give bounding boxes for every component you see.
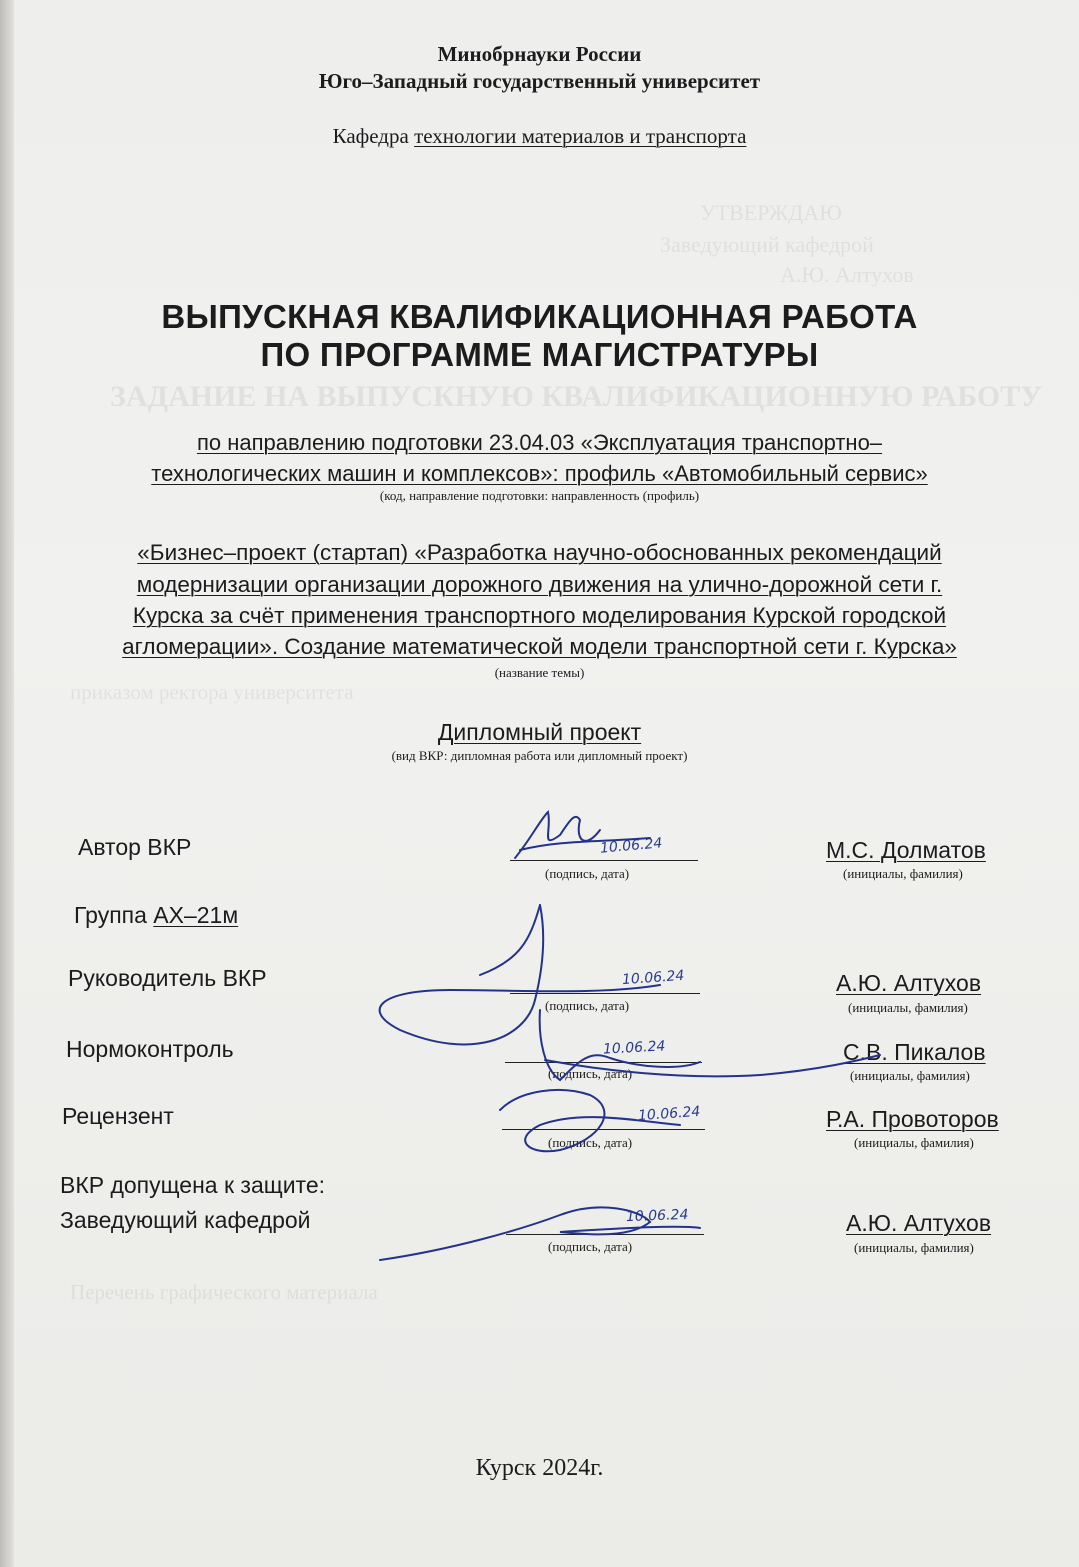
- supervisor-name-hint: (инициалы, фамилия): [848, 1000, 968, 1015]
- bleed-through-text: УТВЕРЖДАЮ: [700, 200, 842, 225]
- supervisor-signature-hint: (подпись, дата): [545, 998, 630, 1013]
- head-name: А.Ю. Алтухов: [846, 1210, 992, 1236]
- reviewer-name: Р.А. Провоторов: [826, 1106, 999, 1132]
- bleed-through-text: ЗАДАНИЕ НА ВЫПУСКНУЮ КВАЛИФИКАЦИОННУЮ РАБОТУ: [110, 380, 1043, 413]
- topic-line-3: Курска за счёт применения транспортного моделирования Курской городской: [132, 603, 947, 628]
- bleed-through-text: А.Ю. Алтухов: [780, 262, 914, 287]
- bleed-through-text: Перечень графического материала: [70, 1280, 378, 1304]
- topic-hint: (название темы): [494, 665, 585, 680]
- author-signature-hint: (подпись, дата): [545, 866, 630, 881]
- ministry-name: Минобрнауки России: [437, 42, 642, 66]
- reviewer-sign-date: 10.06.24: [637, 1103, 701, 1125]
- author-label: Автор ВКР: [78, 834, 192, 860]
- reviewer-label: Рецензент: [62, 1103, 174, 1129]
- department-name: технологии материалов и транспорта: [414, 124, 747, 148]
- direction-line-1: по направлению подготовки 23.04.03 «Эксплуатация транспортно–: [196, 430, 883, 455]
- university-name: Юго–Западный государственный университет: [318, 69, 761, 93]
- author-name: М.С. Долматов: [826, 837, 986, 863]
- city-year: Курск 2024г.: [475, 1455, 604, 1481]
- supervisor-label: Руководитель ВКР: [68, 965, 267, 991]
- normcontrol-name-hint: (инициалы, фамилия): [850, 1068, 970, 1083]
- document-title-line-1: ВЫПУСКНАЯ КВАЛИФИКАЦИОННАЯ РАБОТА: [161, 298, 918, 335]
- bleed-through-text: Заведующий кафедрой: [660, 232, 874, 257]
- normcontrol-name: С.В. Пикалов: [843, 1039, 986, 1065]
- work-type: Дипломный проект: [437, 719, 642, 745]
- department-label: Кафедра: [332, 124, 415, 148]
- author-name-hint: (инициалы, фамилия): [843, 866, 963, 881]
- head-of-department-label: Заведующий кафедрой: [60, 1207, 311, 1233]
- supervisor-name: А.Ю. Алтухов: [836, 970, 982, 996]
- head-sign-date: 10.06.24: [625, 1206, 689, 1226]
- normcontrol-signature-hint: (подпись, дата): [548, 1066, 633, 1081]
- head-signature-hint: (подпись, дата): [548, 1239, 633, 1254]
- group-value: АХ–21м: [153, 902, 239, 928]
- topic-line-1: «Бизнес–проект (стартап) «Разработка научно-обоснованных рекомендаций: [137, 540, 942, 565]
- topic-line-4: агломерации». Создание математической модели транспортной сети г. Курска»: [122, 634, 957, 659]
- group-label: Группа: [74, 902, 154, 928]
- reviewer-signature-hint: (подпись, дата): [548, 1135, 633, 1150]
- document-title-line-2: ПО ПРОГРАММЕ МАГИСТРАТУРЫ: [260, 336, 819, 373]
- topic-line-2: модернизации организации дорожного движения на улично-дорожной сети г.: [136, 572, 943, 597]
- reviewer-name-hint: (инициалы, фамилия): [854, 1135, 974, 1150]
- author-sign-date: 10.06.24: [599, 835, 663, 857]
- supervisor-sign-date: 10.06.24: [621, 967, 685, 989]
- normcontrol-sign-date: 10.06.24: [602, 1038, 666, 1058]
- bleed-through-text: приказом ректора университета: [70, 680, 354, 704]
- head-name-hint: (инициалы, фамилия): [854, 1240, 974, 1255]
- work-type-hint: (вид ВКР: дипломная работа или дипломный проект): [391, 748, 688, 763]
- normcontrol-label: Нормоконтроль: [66, 1036, 234, 1062]
- direction-hint: (код, направление подготовки: направленность (профиль): [379, 488, 700, 503]
- direction-line-2: технологических машин и комплексов»: профиль «Автомобильный сервис»: [151, 461, 928, 486]
- admitted-label: ВКР допущена к защите:: [60, 1172, 325, 1198]
